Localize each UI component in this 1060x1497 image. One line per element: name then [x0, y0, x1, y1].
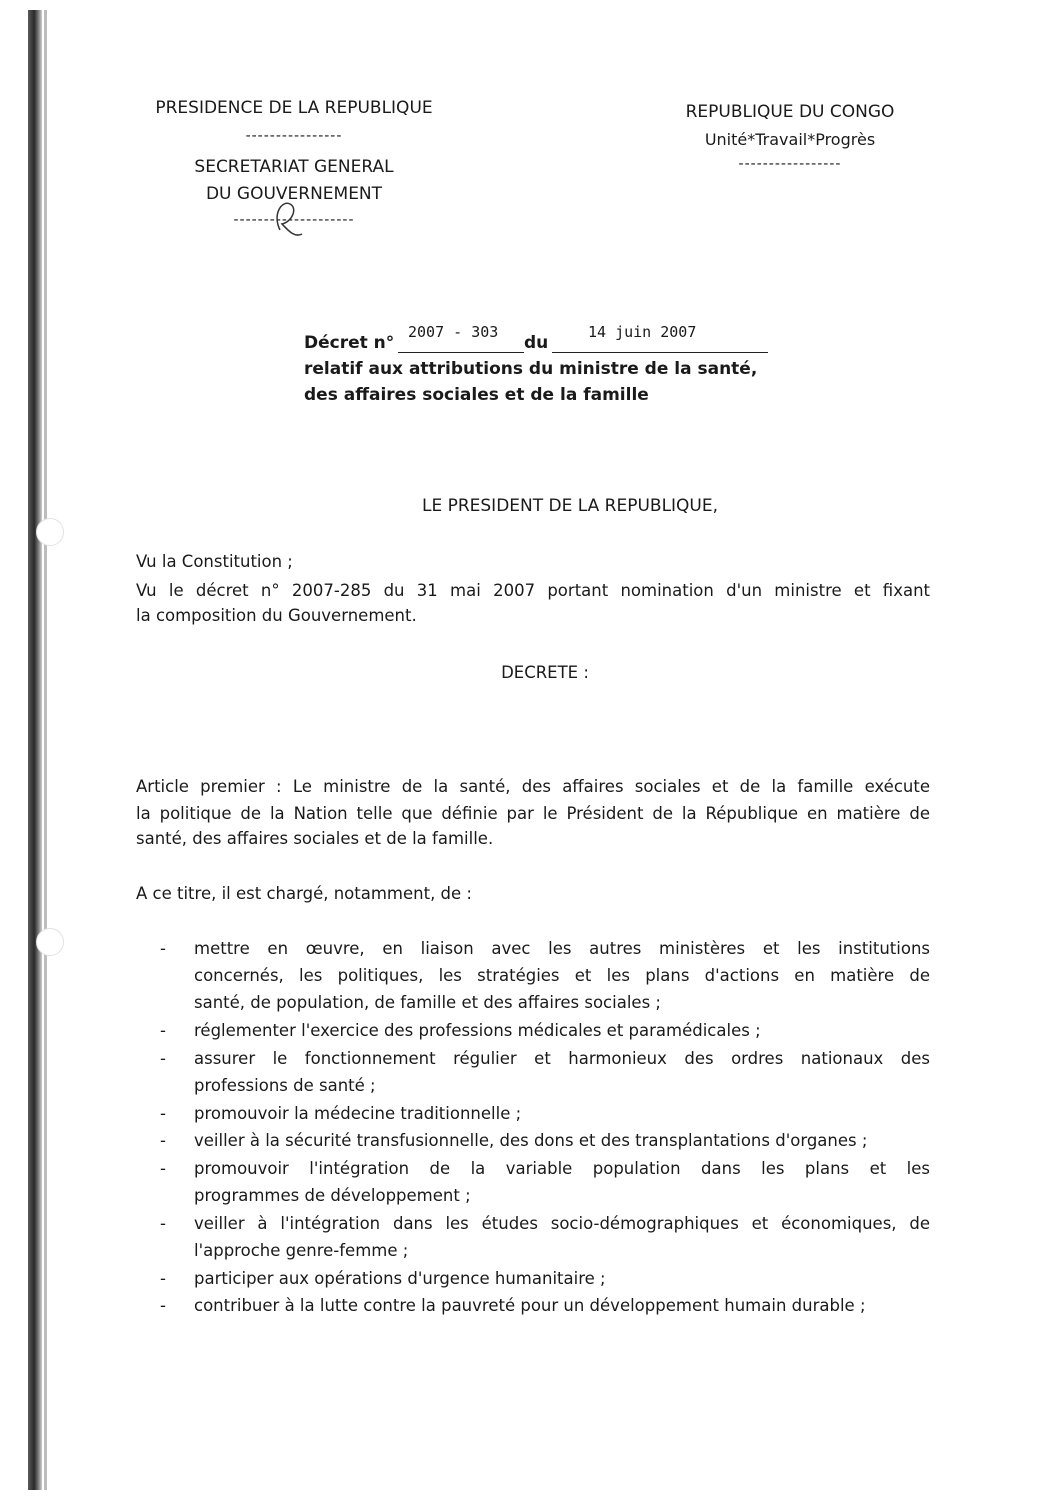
visa-constitution: Vu la Constitution ; — [136, 552, 293, 571]
bullet-marker: - — [160, 1104, 166, 1123]
header-right-separator: ----------------- — [738, 156, 842, 172]
article1-intro: A ce titre, il est chargé, notamment, de : — [136, 884, 472, 903]
bullet-8-line1: participer aux opérations d'urgence humanitaire ; — [194, 1269, 606, 1288]
bullet-3-line2: professions de santé ; — [194, 1076, 376, 1095]
bullet-marker: - — [160, 1269, 166, 1288]
decree-date: 14 juin 2007 — [588, 323, 697, 341]
bullet-marker: - — [160, 939, 166, 958]
article1-line1: Article premier : Le ministre de la santé, des affaires sociales et de la famille exécute — [136, 777, 930, 796]
bullet-7-line1: veiller à l'intégration dans les études socio-démographiques et économiques, de — [194, 1214, 930, 1233]
article1-line3: santé, des affaires sociales et de la famille. — [136, 829, 494, 848]
header-presidence: PRESIDENCE DE LA REPUBLIQUE — [155, 98, 433, 118]
visa-decree-line1: Vu le décret n° 2007-285 du 31 mai 2007 portant nomination d'un ministre et fixant — [136, 581, 930, 600]
bullet-9-line1: contribuer à la lutte contre la pauvreté pour un développement humain durable ; — [194, 1296, 866, 1315]
header-left-separator: ---------------- — [245, 128, 343, 144]
bullet-marker: - — [160, 1214, 166, 1233]
visa-decree-line2: la composition du Gouvernement. — [136, 606, 417, 625]
bullet-6-line2: programmes de développement ; — [194, 1186, 471, 1205]
bullet-2-line1: réglementer l'exercice des professions médicales et paramédicales ; — [194, 1021, 761, 1040]
header-motto: Unité*Travail*Progrès — [704, 130, 876, 149]
decree-prefix: Décret n° — [304, 333, 395, 353]
bullet-marker: - — [160, 1159, 166, 1178]
bullet-marker: - — [160, 1296, 166, 1315]
bullet-3-line1: assurer le fonctionnement régulier et harmonieux des ordres nationaux des — [194, 1049, 930, 1068]
punch-hole-top — [36, 518, 64, 546]
bullet-1-line1: mettre en œuvre, en liaison avec les autres ministères et les institutions — [194, 939, 930, 958]
decree-du: du — [524, 333, 549, 353]
decrete-heading: DECRETE : — [501, 663, 589, 682]
binding-edge — [28, 10, 42, 1490]
binding-edge-highlight — [44, 10, 47, 1490]
bullet-marker: - — [160, 1131, 166, 1150]
decree-number-underline — [398, 352, 524, 353]
header-secretariat: SECRETARIAT GENERAL — [194, 157, 394, 177]
decree-date-underline — [552, 352, 768, 353]
president-heading: LE PRESIDENT DE LA REPUBLIQUE, — [421, 496, 719, 516]
header-left-separator-2: -------------------- — [233, 212, 355, 228]
bullet-marker: - — [160, 1021, 166, 1040]
header-gouvernement: DU GOUVERNEMENT — [205, 184, 383, 204]
bullet-4-line1: promouvoir la médecine traditionnelle ; — [194, 1104, 522, 1123]
bullet-7-line2: l'approche genre-femme ; — [194, 1241, 409, 1260]
bullet-marker: - — [160, 1049, 166, 1068]
handwritten-mark — [268, 194, 308, 246]
header-republique: REPUBLIQUE DU CONGO — [685, 102, 895, 122]
punch-hole-bottom — [36, 928, 64, 956]
article1-line2: la politique de la Nation telle que définie par le Président de la République en matière de — [136, 804, 930, 823]
bullet-6-line1: promouvoir l'intégration de la variable population dans les plans et les — [194, 1159, 930, 1178]
decree-subject-line1: relatif aux attributions du ministre de la santé, — [304, 359, 758, 379]
decree-subject-line2: des affaires sociales et de la famille — [304, 385, 649, 405]
bullet-1-line2: concernés, les politiques, les stratégies et les plans d'actions en matière de — [194, 966, 930, 985]
bullet-1-line3: santé, de population, de famille et des affaires sociales ; — [194, 993, 661, 1012]
bullet-5-line1: veiller à la sécurité transfusionnelle, des dons et des transplantations d'organes ; — [194, 1131, 868, 1150]
decree-number: 2007 - 303 — [408, 323, 499, 341]
